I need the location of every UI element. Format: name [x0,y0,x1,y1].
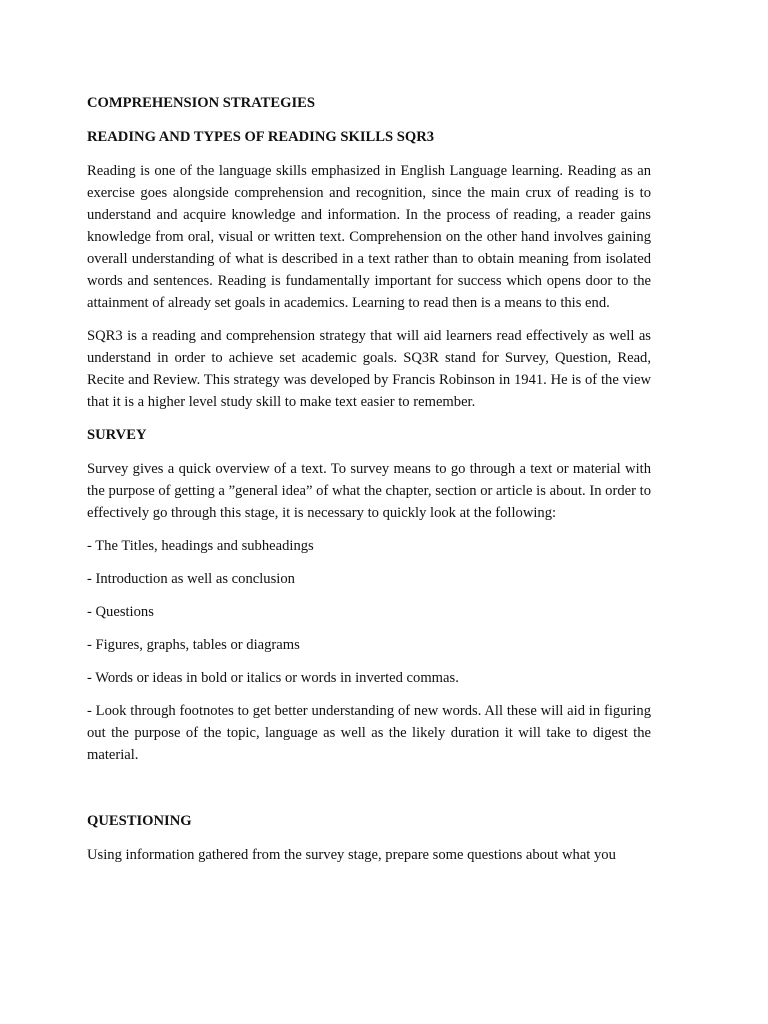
survey-list-item: - Look through footnotes to get better understanding of new words. All these will aid in figuring out the purpose of the topic, language as well as the likely duration it will take to digest the material. [87,703,651,763]
document-title: COMPREHENSION STRATEGIES [87,95,316,111]
section-spacer [87,777,651,810]
survey-list-item: - Figures, graphs, tables or diagrams [87,637,300,653]
survey-list-item: - The Titles, headings and subheadings [87,538,314,554]
document-page [87,92,651,877]
intro-paragraph: SQR3 is a reading and comprehension strategy that will aid learners read effectively as well as understand in order to achieve set academic goals. SQ3R stand for Survey, Question, Read, Recite and Review. This strategy was developed by Francis Robinson in 1941. He is of the view that it is a higher level study skill to make text easier to remember. [87,328,651,410]
document-subtitle: READING AND TYPES OF READING SKILLS SQR3 [87,129,435,145]
survey-list-item: - Words or ideas in bold or italics or words in inverted commas. [87,670,459,686]
survey-list-item: - Questions [87,604,154,620]
intro-paragraph: Reading is one of the language skills emphasized in English Language learning. Reading as an exercise goes alongside comprehension and recognition, since the main crux of reading is to understand and acquire knowledge and information. In the process of reading, a reader gains knowledge from oral, visual or written text. Comprehension on the other hand involves gaining overall understanding of what is described in a text rather than to obtain meaning from isolated words and sentences. Reading is fundamentally important for success which opens door to the attainment of already set goals in academics. Learning to read then is a means to this end. [87,163,651,311]
section-heading-survey: SURVEY [87,427,147,443]
questioning-paragraph: Using information gathered from the survey stage, prepare some questions about what you [87,847,616,863]
section-heading-questioning: QUESTIONING [87,813,192,829]
survey-paragraph: Survey gives a quick overview of a text. To survey means to go through a text or material with the purpose of getting a ”general idea” of what the chapter, section or article is about. In order to effectively go through this stage, it is necessary to quickly look at the following: [87,461,651,521]
survey-list-item: - Introduction as well as conclusion [87,571,295,587]
